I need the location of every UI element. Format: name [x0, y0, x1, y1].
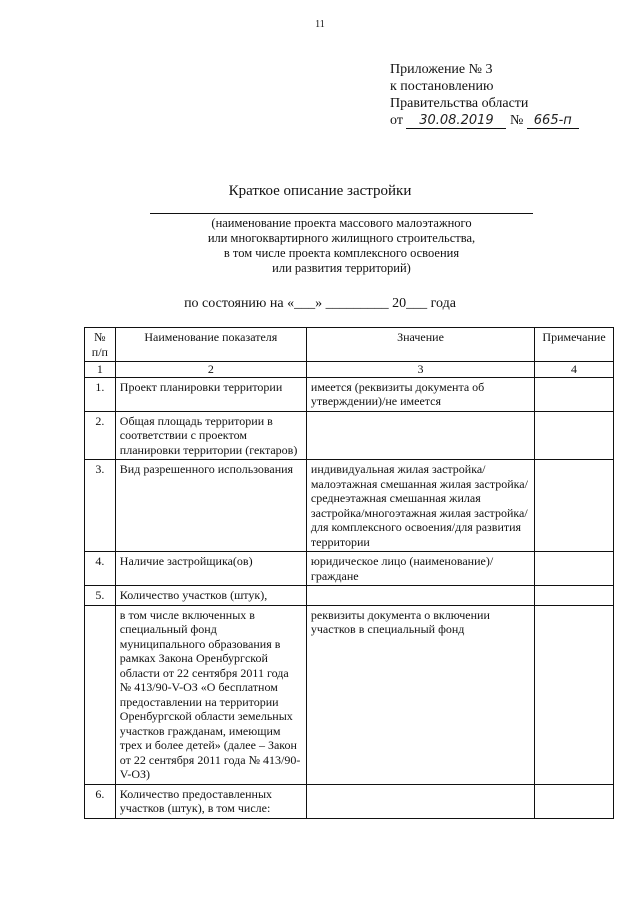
caption-line: или развития территорий) [272, 261, 411, 275]
row-indicator: Наличие застройщика(ов) [115, 552, 306, 586]
header-value: Значение [306, 328, 534, 362]
header-note: Примечание [535, 328, 614, 362]
column-number: 4 [535, 362, 614, 378]
handwritten-date: 30.08.2019 [406, 114, 506, 129]
appendix-line-government: Правительства области [390, 96, 529, 111]
table-row [85, 605, 614, 784]
table-row [85, 377, 614, 411]
row-value: юридическое лицо (наименование)/граждане [306, 552, 534, 586]
appendix-line-resolution: к постановлению [390, 79, 494, 94]
row-value: имеется (реквизиты документа об утверждении)/не имеется [306, 377, 534, 411]
caption-line: или многоквартирного жилищного строительства, [207, 231, 476, 245]
table-row [85, 586, 614, 606]
table-row [85, 411, 614, 460]
row-note [535, 460, 614, 552]
row-value: реквизиты документа о включении участков в специальный фонд [306, 605, 534, 784]
row-value [306, 784, 534, 818]
caption-line: в том числе проекта комплексного освоения [223, 246, 460, 260]
row-note [535, 605, 614, 784]
description-table [84, 327, 614, 819]
row-indicator: Проект планировки территории [115, 377, 306, 411]
row-number: 4. [85, 552, 116, 586]
appendix-date-line [390, 112, 579, 129]
table-row [85, 460, 614, 552]
row-note [535, 411, 614, 460]
handwritten-number: 665-п [527, 114, 579, 129]
row-indicator: Общая площадь территории в соответствии с проектом планировки территории (гектаров) [115, 411, 306, 460]
row-indicator: Количество участков (штук), [115, 586, 306, 606]
column-number: 2 [115, 362, 306, 378]
row-note [535, 784, 614, 818]
row-number [85, 605, 116, 784]
appendix-block [390, 61, 579, 129]
column-number-row [85, 362, 614, 378]
page-number: 11 [315, 19, 325, 30]
column-number: 3 [306, 362, 534, 378]
number-label: № [509, 113, 524, 128]
row-number: 3. [85, 460, 116, 552]
row-indicator: Количество предоставленных участков (штук), в том числе: [115, 784, 306, 818]
row-indicator: Вид разрешенного использования [115, 460, 306, 552]
row-number: 1. [85, 377, 116, 411]
title-caption [150, 216, 533, 276]
row-indicator: в том числе включенных в специальный фонд муниципального образования в рамках Закона Оренбургской области от 22 сентября 2011 года № 413/90-V-ОЗ «О бесплатном предоставлении на территории Оренбургской области земельных участков гражданам, имеющим трех и более детей» (далее – Закон от 22 сентября 2011 года № 413/90-V-ОЗ) [115, 605, 306, 784]
caption-line: (наименование проекта массового малоэтажного [211, 216, 472, 230]
as-of-date-line: по состоянию на «___» _________ 20___ года [184, 296, 456, 311]
row-note [535, 586, 614, 606]
row-number: 5. [85, 586, 116, 606]
row-value: индивидуальная жилая застройка/малоэтажная смешанная жилая застройка/среднеэтажная смешанная жилая застройка/многоэтажная жилая застройка/для комплексного освоения/для развития территории [306, 460, 534, 552]
title-underline [150, 213, 533, 214]
column-number: 1 [85, 362, 116, 378]
header-indicator: Наименование показателя [115, 328, 306, 362]
table-header-row [85, 328, 614, 362]
row-note [535, 377, 614, 411]
row-value [306, 586, 534, 606]
row-number: 6. [85, 784, 116, 818]
from-label: от [390, 113, 403, 128]
header-number: № п/п [85, 328, 116, 362]
row-note [535, 552, 614, 586]
row-number: 2. [85, 411, 116, 460]
appendix-title: Приложение № 3 [390, 62, 493, 77]
table-row [85, 552, 614, 586]
document-title: Краткое описание застройки [228, 183, 412, 199]
table-row [85, 784, 614, 818]
row-value [306, 411, 534, 460]
